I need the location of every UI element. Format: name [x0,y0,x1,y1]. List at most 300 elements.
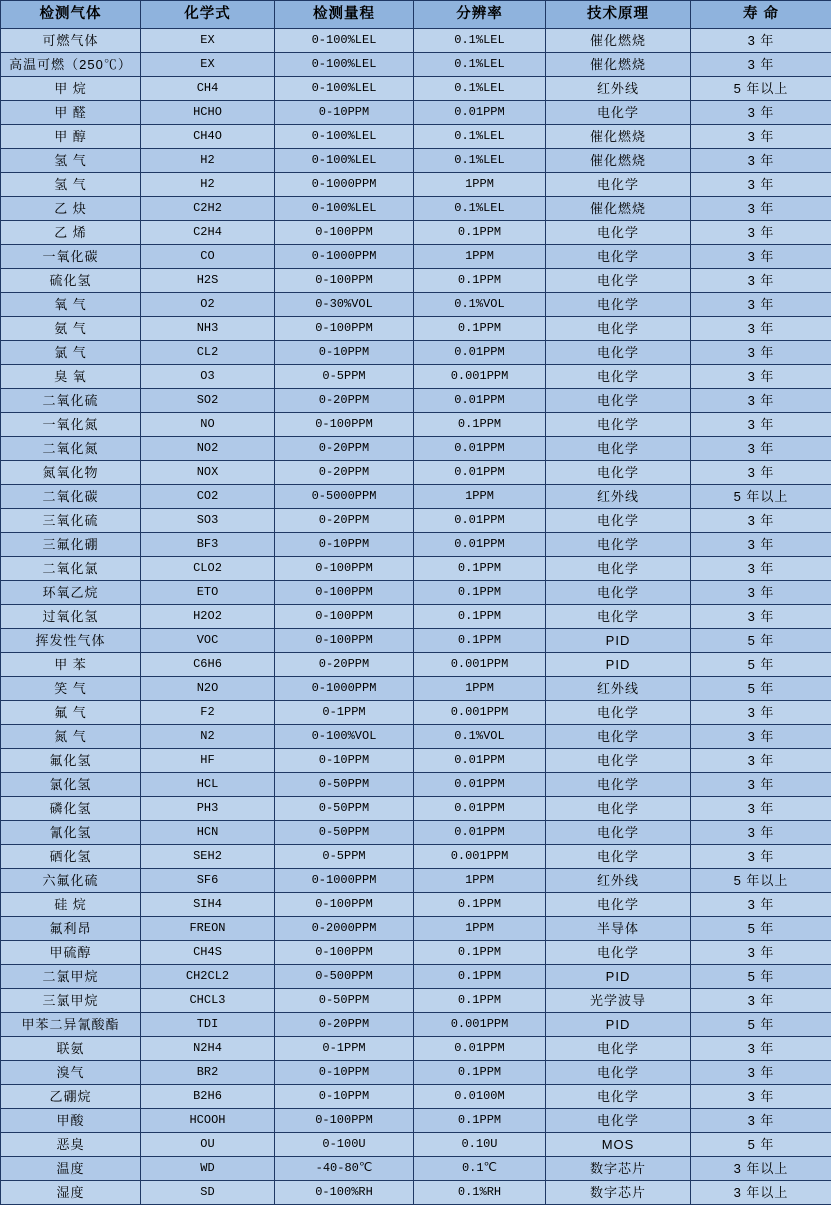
table-row [1,1085,831,1109]
cell-resolution: 0.1%RH [414,1181,546,1205]
cell-range: 0-100%LEL [275,29,414,53]
cell-formula: NO2 [141,437,275,461]
cell-resolution: 0.1%VOL [414,725,546,749]
column-header-principle: 技术原理 [546,1,691,29]
cell-lifetime: 5 年 [691,965,831,989]
table-row [1,941,831,965]
cell-gas: 甲 苯 [1,653,141,677]
cell-resolution: 0.01PPM [414,797,546,821]
table-row [1,533,831,557]
cell-gas: 高温可燃（250℃） [1,53,141,77]
cell-gas: 氟 气 [1,701,141,725]
cell-range: 0-100PPM [275,413,414,437]
table-row [1,605,831,629]
cell-lifetime: 3 年 [691,1109,831,1133]
cell-formula: FREON [141,917,275,941]
cell-lifetime: 3 年 [691,437,831,461]
cell-resolution: 0.01PPM [414,389,546,413]
cell-gas: 恶臭 [1,1133,141,1157]
cell-gas: 可燃气体 [1,29,141,53]
cell-range: 0-20PPM [275,509,414,533]
table-row [1,413,831,437]
cell-formula: SO2 [141,389,275,413]
cell-principle: 电化学 [546,413,691,437]
table-row [1,1157,831,1181]
cell-range: 0-100%LEL [275,77,414,101]
cell-lifetime: 3 年 [691,797,831,821]
cell-resolution: 0.1%LEL [414,29,546,53]
cell-principle: PID [546,629,691,653]
cell-lifetime: 3 年 [691,1061,831,1085]
cell-gas: 磷化氢 [1,797,141,821]
cell-lifetime: 3 年 [691,581,831,605]
cell-gas: 二氧化氮 [1,437,141,461]
cell-resolution: 0.001PPM [414,1013,546,1037]
cell-range: 0-10PPM [275,341,414,365]
table-row [1,269,831,293]
cell-principle: 电化学 [546,941,691,965]
cell-formula: NO [141,413,275,437]
cell-formula: CL2 [141,341,275,365]
cell-gas: 联氨 [1,1037,141,1061]
table-row [1,509,831,533]
cell-principle: 电化学 [546,557,691,581]
cell-range: 0-100%LEL [275,149,414,173]
table-row [1,965,831,989]
table-row [1,653,831,677]
cell-formula: BF3 [141,533,275,557]
cell-principle: 催化燃烧 [546,29,691,53]
cell-range: 0-100PPM [275,557,414,581]
cell-resolution: 0.1℃ [414,1157,546,1181]
cell-resolution: 0.1%LEL [414,125,546,149]
cell-resolution: 0.1PPM [414,557,546,581]
cell-principle: 电化学 [546,317,691,341]
cell-lifetime: 5 年 [691,1133,831,1157]
cell-lifetime: 3 年 [691,221,831,245]
cell-lifetime: 3 年 [691,605,831,629]
cell-principle: 电化学 [546,1109,691,1133]
cell-principle: 电化学 [546,293,691,317]
cell-range: 0-20PPM [275,1013,414,1037]
cell-gas: 氟化氢 [1,749,141,773]
cell-range: 0-100%LEL [275,53,414,77]
cell-resolution: 0.1PPM [414,317,546,341]
cell-gas: 氯化氢 [1,773,141,797]
cell-principle: PID [546,653,691,677]
cell-lifetime: 3 年 [691,413,831,437]
cell-principle: 电化学 [546,245,691,269]
cell-formula: N2O [141,677,275,701]
cell-gas: 氰化氢 [1,821,141,845]
cell-resolution: 1PPM [414,485,546,509]
cell-range: 0-20PPM [275,389,414,413]
cell-gas: 挥发性气体 [1,629,141,653]
table-row [1,365,831,389]
cell-principle: 电化学 [546,1085,691,1109]
cell-gas: 二氯甲烷 [1,965,141,989]
cell-lifetime: 3 年 [691,749,831,773]
table-row [1,173,831,197]
cell-formula: CH4S [141,941,275,965]
cell-lifetime: 3 年 [691,29,831,53]
cell-resolution: 0.01PPM [414,821,546,845]
cell-range: 0-500PPM [275,965,414,989]
cell-principle: PID [546,1013,691,1037]
cell-range: -40-80℃ [275,1157,414,1181]
table-row [1,845,831,869]
cell-formula: SEH2 [141,845,275,869]
cell-resolution: 0.0100M [414,1085,546,1109]
cell-resolution: 0.01PPM [414,509,546,533]
cell-resolution: 0.1PPM [414,605,546,629]
cell-range: 0-100PPM [275,941,414,965]
cell-lifetime: 3 年 [691,245,831,269]
cell-gas: 一氧化碳 [1,245,141,269]
cell-formula: SD [141,1181,275,1205]
cell-gas: 氮氧化物 [1,461,141,485]
cell-principle: 电化学 [546,749,691,773]
cell-principle: 电化学 [546,173,691,197]
cell-range: 0-10PPM [275,749,414,773]
cell-principle: MOS [546,1133,691,1157]
cell-formula: H2O2 [141,605,275,629]
cell-gas: 二氧化硫 [1,389,141,413]
cell-lifetime: 5 年 [691,1013,831,1037]
cell-principle: 电化学 [546,101,691,125]
cell-formula: CHCL3 [141,989,275,1013]
cell-lifetime: 5 年以上 [691,485,831,509]
cell-formula: CLO2 [141,557,275,581]
cell-range: 0-100U [275,1133,414,1157]
table-row [1,869,831,893]
cell-lifetime: 5 年 [691,677,831,701]
cell-range: 0-100%VOL [275,725,414,749]
cell-resolution: 0.1%VOL [414,293,546,317]
cell-formula: HF [141,749,275,773]
cell-formula: N2H4 [141,1037,275,1061]
cell-resolution: 0.1PPM [414,989,546,1013]
cell-range: 0-1000PPM [275,173,414,197]
table-row [1,701,831,725]
cell-resolution: 0.01PPM [414,749,546,773]
cell-range: 0-50PPM [275,773,414,797]
cell-principle: 半导体 [546,917,691,941]
cell-range: 0-10PPM [275,533,414,557]
table-body [1,29,831,1205]
table-row [1,485,831,509]
cell-lifetime: 3 年以上 [691,1157,831,1181]
cell-gas: 笑 气 [1,677,141,701]
column-header-range: 检测量程 [275,1,414,29]
cell-gas: 甲苯二异氰酸酯 [1,1013,141,1037]
cell-gas: 乙 烯 [1,221,141,245]
table-row [1,101,831,125]
cell-principle: PID [546,965,691,989]
cell-formula: C2H2 [141,197,275,221]
cell-lifetime: 3 年 [691,1085,831,1109]
cell-resolution: 0.1PPM [414,629,546,653]
cell-range: 0-100PPM [275,893,414,917]
cell-principle: 电化学 [546,701,691,725]
cell-gas: 氯 气 [1,341,141,365]
cell-gas: 臭 氧 [1,365,141,389]
table-row [1,725,831,749]
cell-principle: 电化学 [546,605,691,629]
table-row [1,989,831,1013]
cell-lifetime: 3 年 [691,173,831,197]
cell-principle: 电化学 [546,509,691,533]
cell-gas: 氢 气 [1,149,141,173]
cell-lifetime: 3 年以上 [691,1181,831,1205]
cell-range: 0-100PPM [275,629,414,653]
cell-gas: 乙 炔 [1,197,141,221]
cell-gas: 氢 气 [1,173,141,197]
cell-formula: O3 [141,365,275,389]
cell-range: 0-100PPM [275,317,414,341]
cell-lifetime: 3 年 [691,101,831,125]
cell-principle: 电化学 [546,221,691,245]
table-row [1,293,831,317]
cell-principle: 电化学 [546,341,691,365]
cell-formula: OU [141,1133,275,1157]
cell-gas: 二氧化碳 [1,485,141,509]
cell-gas: 三氯甲烷 [1,989,141,1013]
cell-lifetime: 3 年 [691,701,831,725]
table-row [1,773,831,797]
cell-lifetime: 3 年 [691,317,831,341]
table-row [1,557,831,581]
cell-principle: 电化学 [546,797,691,821]
cell-lifetime: 3 年 [691,461,831,485]
table-row [1,629,831,653]
cell-lifetime: 3 年 [691,149,831,173]
cell-principle: 红外线 [546,677,691,701]
cell-range: 0-30%VOL [275,293,414,317]
cell-resolution: 0.001PPM [414,365,546,389]
cell-resolution: 0.01PPM [414,437,546,461]
cell-range: 0-20PPM [275,437,414,461]
cell-formula: H2 [141,149,275,173]
cell-gas: 甲 醛 [1,101,141,125]
cell-lifetime: 5 年 [691,629,831,653]
table-row [1,821,831,845]
cell-lifetime: 3 年 [691,389,831,413]
cell-resolution: 0.001PPM [414,653,546,677]
cell-range: 0-2000PPM [275,917,414,941]
cell-range: 0-20PPM [275,461,414,485]
cell-gas: 三氟化硼 [1,533,141,557]
cell-resolution: 0.1PPM [414,1061,546,1085]
cell-resolution: 0.1PPM [414,941,546,965]
cell-principle: 电化学 [546,533,691,557]
cell-principle: 电化学 [546,845,691,869]
cell-resolution: 0.01PPM [414,341,546,365]
cell-formula: WD [141,1157,275,1181]
cell-principle: 电化学 [546,1061,691,1085]
cell-range: 0-1000PPM [275,869,414,893]
cell-gas: 硅 烷 [1,893,141,917]
cell-range: 0-100%RH [275,1181,414,1205]
table-row [1,581,831,605]
cell-formula: EX [141,29,275,53]
cell-lifetime: 3 年 [691,773,831,797]
cell-formula: N2 [141,725,275,749]
table-row [1,149,831,173]
cell-lifetime: 3 年 [691,989,831,1013]
table-row [1,893,831,917]
table-row [1,29,831,53]
cell-lifetime: 3 年 [691,941,831,965]
cell-gas: 甲酸 [1,1109,141,1133]
cell-lifetime: 3 年 [691,197,831,221]
cell-resolution: 0.1%LEL [414,53,546,77]
table-row [1,125,831,149]
table-row [1,1013,831,1037]
cell-principle: 电化学 [546,725,691,749]
cell-formula: HCN [141,821,275,845]
cell-principle: 电化学 [546,893,691,917]
cell-principle: 电化学 [546,389,691,413]
cell-formula: HCHO [141,101,275,125]
cell-formula: HCL [141,773,275,797]
cell-resolution: 0.1PPM [414,221,546,245]
cell-range: 0-100PPM [275,269,414,293]
cell-formula: ETO [141,581,275,605]
table-row [1,341,831,365]
cell-formula: C2H4 [141,221,275,245]
cell-range: 0-50PPM [275,797,414,821]
cell-resolution: 0.1PPM [414,965,546,989]
cell-range: 0-10PPM [275,1085,414,1109]
cell-formula: TDI [141,1013,275,1037]
cell-resolution: 0.01PPM [414,461,546,485]
cell-principle: 电化学 [546,269,691,293]
cell-resolution: 0.1PPM [414,893,546,917]
cell-gas: 三氧化硫 [1,509,141,533]
cell-principle: 电化学 [546,437,691,461]
cell-gas: 过氧化氢 [1,605,141,629]
table-row [1,1037,831,1061]
cell-principle: 红外线 [546,77,691,101]
cell-resolution: 1PPM [414,869,546,893]
cell-formula: C6H6 [141,653,275,677]
cell-principle: 催化燃烧 [546,125,691,149]
cell-principle: 电化学 [546,461,691,485]
cell-range: 0-100PPM [275,221,414,245]
cell-formula: H2S [141,269,275,293]
cell-range: 0-1PPM [275,1037,414,1061]
table-row [1,677,831,701]
cell-range: 0-100PPM [275,605,414,629]
cell-principle: 电化学 [546,365,691,389]
cell-formula: SO3 [141,509,275,533]
cell-gas: 湿度 [1,1181,141,1205]
table-header-row [1,1,831,29]
cell-lifetime: 3 年 [691,125,831,149]
cell-principle: 光学波导 [546,989,691,1013]
cell-range: 0-100%LEL [275,125,414,149]
cell-formula: F2 [141,701,275,725]
cell-lifetime: 3 年 [691,365,831,389]
cell-range: 0-5PPM [275,365,414,389]
cell-principle: 红外线 [546,869,691,893]
column-header-lifetime: 寿 命 [691,1,831,29]
cell-formula: HCOOH [141,1109,275,1133]
cell-lifetime: 3 年 [691,533,831,557]
cell-range: 0-20PPM [275,653,414,677]
cell-formula: CH4O [141,125,275,149]
table-row [1,1133,831,1157]
cell-range: 0-1000PPM [275,245,414,269]
cell-range: 0-100PPM [275,581,414,605]
cell-resolution: 0.01PPM [414,1037,546,1061]
cell-formula: O2 [141,293,275,317]
cell-gas: 甲硫醇 [1,941,141,965]
cell-lifetime: 3 年 [691,1037,831,1061]
cell-resolution: 0.1PPM [414,1109,546,1133]
cell-lifetime: 5 年以上 [691,869,831,893]
cell-gas: 氟利昂 [1,917,141,941]
cell-gas: 溴气 [1,1061,141,1085]
table-row [1,197,831,221]
cell-formula: CH4 [141,77,275,101]
cell-resolution: 0.1%LEL [414,197,546,221]
cell-gas: 六氟化硫 [1,869,141,893]
cell-resolution: 0.01PPM [414,773,546,797]
cell-gas: 二氧化氯 [1,557,141,581]
table-row [1,1109,831,1133]
cell-formula: CO2 [141,485,275,509]
cell-formula: PH3 [141,797,275,821]
cell-range: 0-1000PPM [275,677,414,701]
cell-formula: EX [141,53,275,77]
cell-range: 0-100%LEL [275,197,414,221]
cell-range: 0-50PPM [275,821,414,845]
cell-lifetime: 3 年 [691,893,831,917]
cell-resolution: 1PPM [414,677,546,701]
cell-resolution: 1PPM [414,245,546,269]
cell-formula: NH3 [141,317,275,341]
cell-gas: 氮 气 [1,725,141,749]
table-row [1,437,831,461]
cell-principle: 数字芯片 [546,1181,691,1205]
cell-lifetime: 3 年 [691,53,831,77]
cell-resolution: 0.1%LEL [414,77,546,101]
cell-resolution: 1PPM [414,917,546,941]
cell-resolution: 0.01PPM [414,533,546,557]
cell-range: 0-50PPM [275,989,414,1013]
cell-gas: 氨 气 [1,317,141,341]
cell-lifetime: 3 年 [691,269,831,293]
cell-gas: 乙硼烷 [1,1085,141,1109]
cell-lifetime: 3 年 [691,341,831,365]
cell-lifetime: 5 年 [691,917,831,941]
cell-formula: VOC [141,629,275,653]
cell-lifetime: 3 年 [691,557,831,581]
cell-principle: 催化燃烧 [546,53,691,77]
cell-principle: 电化学 [546,821,691,845]
cell-gas: 硫化氢 [1,269,141,293]
table-row [1,797,831,821]
cell-principle: 电化学 [546,1037,691,1061]
table-row [1,461,831,485]
table-row [1,245,831,269]
cell-lifetime: 3 年 [691,845,831,869]
table-row [1,749,831,773]
cell-formula: SF6 [141,869,275,893]
cell-principle: 电化学 [546,773,691,797]
